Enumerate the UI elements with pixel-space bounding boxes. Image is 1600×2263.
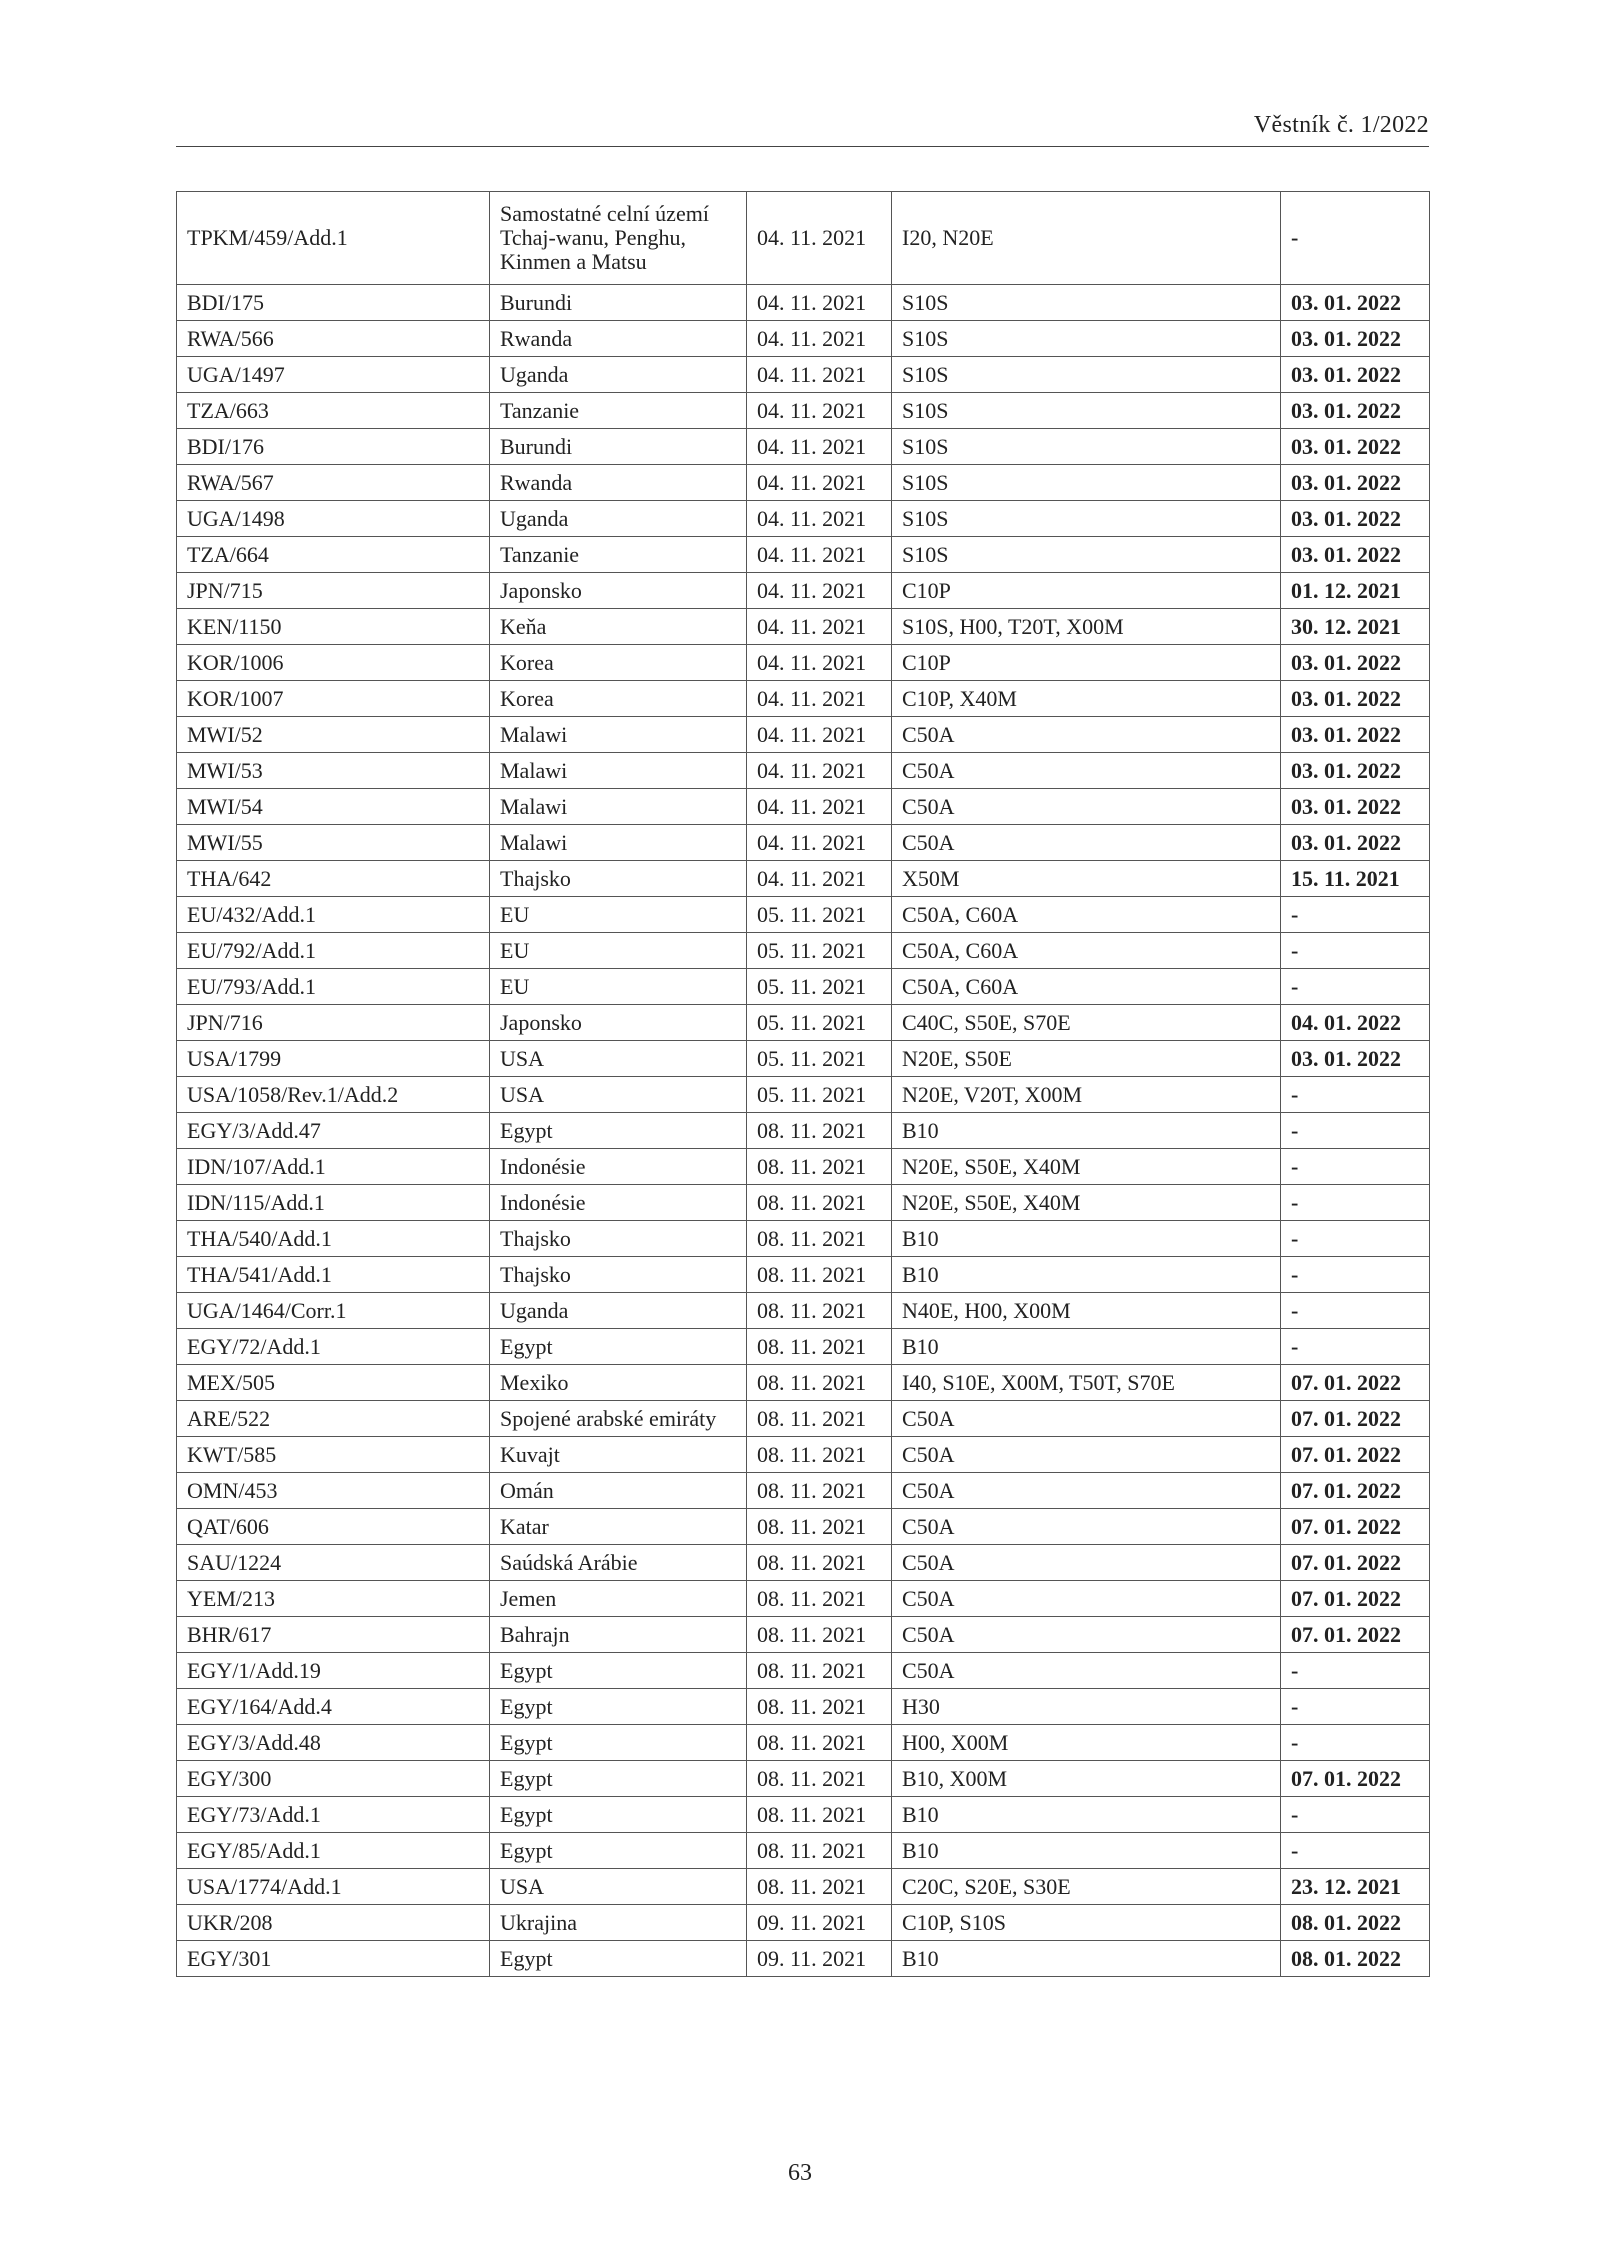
table-row	[177, 753, 1430, 789]
country-cell: USA	[490, 1869, 747, 1905]
table-row	[177, 321, 1430, 357]
document-symbol-cell: MWI/52	[177, 717, 490, 753]
document-symbol-cell: OMN/453	[177, 1473, 490, 1509]
deadline-cell: 03. 01. 2022	[1281, 789, 1430, 825]
date-cell: 08. 11. 2021	[747, 1221, 892, 1257]
document-symbol-cell: YEM/213	[177, 1581, 490, 1617]
codes-cell: C40C, S50E, S70E	[892, 1005, 1281, 1041]
codes-cell: C10P	[892, 573, 1281, 609]
table-row	[177, 429, 1430, 465]
date-cell: 04. 11. 2021	[747, 753, 892, 789]
deadline-cell: -	[1281, 1653, 1430, 1689]
document-symbol-cell: BDI/176	[177, 429, 490, 465]
date-cell: 04. 11. 2021	[747, 645, 892, 681]
deadline-cell: 03. 01. 2022	[1281, 753, 1430, 789]
country-cell: Malawi	[490, 789, 747, 825]
deadline-cell: -	[1281, 192, 1430, 285]
deadline-cell: 03. 01. 2022	[1281, 321, 1430, 357]
table-row	[177, 933, 1430, 969]
document-symbol-cell: EU/432/Add.1	[177, 897, 490, 933]
date-cell: 04. 11. 2021	[747, 192, 892, 285]
country-cell: Malawi	[490, 717, 747, 753]
codes-cell: C50A	[892, 1653, 1281, 1689]
deadline-cell: -	[1281, 1185, 1430, 1221]
document-symbol-cell: MWI/54	[177, 789, 490, 825]
codes-cell: C10P, X40M	[892, 681, 1281, 717]
deadline-cell: 03. 01. 2022	[1281, 429, 1430, 465]
country-cell: Egypt	[490, 1329, 747, 1365]
deadline-cell: 01. 12. 2021	[1281, 573, 1430, 609]
date-cell: 04. 11. 2021	[747, 357, 892, 393]
codes-cell: B10, X00M	[892, 1761, 1281, 1797]
country-cell: Indonésie	[490, 1149, 747, 1185]
codes-cell: S10S	[892, 321, 1281, 357]
country-cell: Burundi	[490, 285, 747, 321]
table-row	[177, 1149, 1430, 1185]
document-symbol-cell: IDN/115/Add.1	[177, 1185, 490, 1221]
document-symbol-cell: EGY/73/Add.1	[177, 1797, 490, 1833]
table-row	[177, 357, 1430, 393]
table-row	[177, 573, 1430, 609]
deadline-cell: 07. 01. 2022	[1281, 1437, 1430, 1473]
deadline-cell: 03. 01. 2022	[1281, 465, 1430, 501]
table-row	[177, 1221, 1430, 1257]
codes-cell: I20, N20E	[892, 192, 1281, 285]
table-row	[177, 1617, 1430, 1653]
document-symbol-cell: EGY/72/Add.1	[177, 1329, 490, 1365]
date-cell: 04. 11. 2021	[747, 789, 892, 825]
deadline-cell: -	[1281, 1833, 1430, 1869]
codes-cell: C50A, C60A	[892, 933, 1281, 969]
codes-cell: C20C, S20E, S30E	[892, 1869, 1281, 1905]
codes-cell: S10S	[892, 537, 1281, 573]
deadline-cell: -	[1281, 969, 1430, 1005]
table-row	[177, 1905, 1430, 1941]
document-symbol-cell: EGY/85/Add.1	[177, 1833, 490, 1869]
date-cell: 08. 11. 2021	[747, 1689, 892, 1725]
table-row	[177, 1257, 1430, 1293]
country-cell: Egypt	[490, 1833, 747, 1869]
document-symbol-cell: SAU/1224	[177, 1545, 490, 1581]
document-symbol-cell: IDN/107/Add.1	[177, 1149, 490, 1185]
table-row	[177, 789, 1430, 825]
table-body	[177, 192, 1430, 1977]
country-cell: Thajsko	[490, 1221, 747, 1257]
codes-cell: S10S	[892, 285, 1281, 321]
deadline-cell: 04. 01. 2022	[1281, 1005, 1430, 1041]
date-cell: 08. 11. 2021	[747, 1473, 892, 1509]
document-symbol-cell: MWI/55	[177, 825, 490, 861]
document-symbol-cell: THA/541/Add.1	[177, 1257, 490, 1293]
codes-cell: C10P	[892, 645, 1281, 681]
deadline-cell: -	[1281, 1257, 1430, 1293]
codes-cell: C50A	[892, 1473, 1281, 1509]
country-cell: Keňa	[490, 609, 747, 645]
table-row	[177, 1293, 1430, 1329]
country-cell: USA	[490, 1041, 747, 1077]
table-row	[177, 1401, 1430, 1437]
deadline-cell: -	[1281, 1797, 1430, 1833]
date-cell: 04. 11. 2021	[747, 501, 892, 537]
date-cell: 08. 11. 2021	[747, 1509, 892, 1545]
table-row	[177, 1437, 1430, 1473]
date-cell: 08. 11. 2021	[747, 1185, 892, 1221]
table-row	[177, 969, 1430, 1005]
country-cell: Egypt	[490, 1653, 747, 1689]
document-symbol-cell: JPN/715	[177, 573, 490, 609]
country-cell: Saúdská Arábie	[490, 1545, 747, 1581]
deadline-cell: 07. 01. 2022	[1281, 1509, 1430, 1545]
codes-cell: C50A	[892, 717, 1281, 753]
codes-cell: S10S	[892, 357, 1281, 393]
document-symbol-cell: RWA/566	[177, 321, 490, 357]
date-cell: 09. 11. 2021	[747, 1941, 892, 1977]
codes-cell: H00, X00M	[892, 1725, 1281, 1761]
deadline-cell: 30. 12. 2021	[1281, 609, 1430, 645]
date-cell: 04. 11. 2021	[747, 393, 892, 429]
date-cell: 04. 11. 2021	[747, 573, 892, 609]
table-row	[177, 192, 1430, 285]
deadline-cell: 07. 01. 2022	[1281, 1761, 1430, 1797]
deadline-cell: -	[1281, 1077, 1430, 1113]
deadline-cell: -	[1281, 1113, 1430, 1149]
document-symbol-cell: EU/793/Add.1	[177, 969, 490, 1005]
country-cell: Mexiko	[490, 1365, 747, 1401]
country-cell: Katar	[490, 1509, 747, 1545]
date-cell: 04. 11. 2021	[747, 717, 892, 753]
notifications-table	[176, 191, 1430, 1977]
country-cell: Korea	[490, 645, 747, 681]
date-cell: 08. 11. 2021	[747, 1653, 892, 1689]
country-cell: EU	[490, 897, 747, 933]
codes-cell: N20E, V20T, X00M	[892, 1077, 1281, 1113]
document-symbol-cell: USA/1058/Rev.1/Add.2	[177, 1077, 490, 1113]
country-cell: Egypt	[490, 1689, 747, 1725]
country-cell: Uganda	[490, 1293, 747, 1329]
deadline-cell: -	[1281, 1329, 1430, 1365]
date-cell: 08. 11. 2021	[747, 1617, 892, 1653]
document-symbol-cell: MEX/505	[177, 1365, 490, 1401]
document-symbol-cell: KWT/585	[177, 1437, 490, 1473]
document-symbol-cell: EGY/301	[177, 1941, 490, 1977]
codes-cell: C50A, C60A	[892, 897, 1281, 933]
codes-cell: C50A	[892, 1581, 1281, 1617]
date-cell: 04. 11. 2021	[747, 429, 892, 465]
document-symbol-cell: BDI/175	[177, 285, 490, 321]
country-cell: Uganda	[490, 501, 747, 537]
date-cell: 08. 11. 2021	[747, 1329, 892, 1365]
date-cell: 05. 11. 2021	[747, 1005, 892, 1041]
date-cell: 08. 11. 2021	[747, 1149, 892, 1185]
codes-cell: C50A	[892, 1509, 1281, 1545]
codes-cell: B10	[892, 1833, 1281, 1869]
document-symbol-cell: KOR/1007	[177, 681, 490, 717]
table-row	[177, 645, 1430, 681]
table-row	[177, 1365, 1430, 1401]
table-row	[177, 1329, 1430, 1365]
document-symbol-cell: UGA/1497	[177, 357, 490, 393]
date-cell: 08. 11. 2021	[747, 1869, 892, 1905]
country-cell: Egypt	[490, 1941, 747, 1977]
date-cell: 04. 11. 2021	[747, 465, 892, 501]
date-cell: 05. 11. 2021	[747, 1077, 892, 1113]
date-cell: 08. 11. 2021	[747, 1257, 892, 1293]
document-symbol-cell: TZA/664	[177, 537, 490, 573]
table-row	[177, 861, 1430, 897]
deadline-cell: 07. 01. 2022	[1281, 1401, 1430, 1437]
date-cell: 05. 11. 2021	[747, 1041, 892, 1077]
date-cell: 08. 11. 2021	[747, 1797, 892, 1833]
date-cell: 08. 11. 2021	[747, 1725, 892, 1761]
table-row	[177, 501, 1430, 537]
document-symbol-cell: EGY/1/Add.19	[177, 1653, 490, 1689]
table-row	[177, 1797, 1430, 1833]
table-row	[177, 1941, 1430, 1977]
deadline-cell: -	[1281, 1293, 1430, 1329]
deadline-cell: 03. 01. 2022	[1281, 681, 1430, 717]
table-row	[177, 1833, 1430, 1869]
date-cell: 09. 11. 2021	[747, 1905, 892, 1941]
codes-cell: B10	[892, 1113, 1281, 1149]
country-cell: Ukrajina	[490, 1905, 747, 1941]
country-cell: Kuvajt	[490, 1437, 747, 1473]
deadline-cell: 07. 01. 2022	[1281, 1617, 1430, 1653]
table-row	[177, 1689, 1430, 1725]
deadline-cell: -	[1281, 1149, 1430, 1185]
country-cell: Spojené arabské emiráty	[490, 1401, 747, 1437]
codes-cell: C50A	[892, 1545, 1281, 1581]
document-symbol-cell: TPKM/459/Add.1	[177, 192, 490, 285]
document-symbol-cell: MWI/53	[177, 753, 490, 789]
country-cell: Omán	[490, 1473, 747, 1509]
table-row	[177, 897, 1430, 933]
table-row	[177, 1041, 1430, 1077]
deadline-cell: 03. 01. 2022	[1281, 537, 1430, 573]
date-cell: 08. 11. 2021	[747, 1365, 892, 1401]
country-cell: Indonésie	[490, 1185, 747, 1221]
codes-cell: B10	[892, 1797, 1281, 1833]
table-row	[177, 1653, 1430, 1689]
country-cell: Egypt	[490, 1113, 747, 1149]
table-row	[177, 681, 1430, 717]
codes-cell: C50A	[892, 825, 1281, 861]
page-header	[176, 112, 1429, 147]
codes-cell: N20E, S50E, X40M	[892, 1149, 1281, 1185]
codes-cell: C50A	[892, 753, 1281, 789]
codes-cell: B10	[892, 1329, 1281, 1365]
country-cell: Japonsko	[490, 1005, 747, 1041]
document-symbol-cell: UGA/1498	[177, 501, 490, 537]
table-row	[177, 1581, 1430, 1617]
country-cell: EU	[490, 933, 747, 969]
country-cell: EU	[490, 969, 747, 1005]
table-row	[177, 1725, 1430, 1761]
document-symbol-cell: EU/792/Add.1	[177, 933, 490, 969]
table-row	[177, 1077, 1430, 1113]
deadline-cell: 03. 01. 2022	[1281, 717, 1430, 753]
country-cell: Rwanda	[490, 321, 747, 357]
deadline-cell: 15. 11. 2021	[1281, 861, 1430, 897]
date-cell: 08. 11. 2021	[747, 1545, 892, 1581]
deadline-cell: -	[1281, 1689, 1430, 1725]
table-row	[177, 1869, 1430, 1905]
deadline-cell: 07. 01. 2022	[1281, 1545, 1430, 1581]
country-cell: Burundi	[490, 429, 747, 465]
deadline-cell: 03. 01. 2022	[1281, 393, 1430, 429]
date-cell: 04. 11. 2021	[747, 681, 892, 717]
table-row	[177, 1113, 1430, 1149]
deadline-cell: 08. 01. 2022	[1281, 1905, 1430, 1941]
document-symbol-cell: EGY/164/Add.4	[177, 1689, 490, 1725]
deadline-cell: -	[1281, 1221, 1430, 1257]
codes-cell: S10S, H00, T20T, X00M	[892, 609, 1281, 645]
country-cell: Uganda	[490, 357, 747, 393]
country-cell: Jemen	[490, 1581, 747, 1617]
document-symbol-cell: RWA/567	[177, 465, 490, 501]
country-cell: Egypt	[490, 1725, 747, 1761]
deadline-cell: 03. 01. 2022	[1281, 285, 1430, 321]
document-symbol-cell: JPN/716	[177, 1005, 490, 1041]
deadline-cell: -	[1281, 933, 1430, 969]
codes-cell: S10S	[892, 393, 1281, 429]
deadline-cell: 03. 01. 2022	[1281, 825, 1430, 861]
codes-cell: S10S	[892, 501, 1281, 537]
country-cell: Thajsko	[490, 861, 747, 897]
deadline-cell: 03. 01. 2022	[1281, 501, 1430, 537]
codes-cell: C50A	[892, 1401, 1281, 1437]
date-cell: 04. 11. 2021	[747, 861, 892, 897]
date-cell: 08. 11. 2021	[747, 1833, 892, 1869]
document-symbol-cell: UKR/208	[177, 1905, 490, 1941]
document-symbol-cell: EGY/3/Add.47	[177, 1113, 490, 1149]
document-symbol-cell: BHR/617	[177, 1617, 490, 1653]
codes-cell: N20E, S50E, X40M	[892, 1185, 1281, 1221]
table-row	[177, 717, 1430, 753]
country-cell: Egypt	[490, 1797, 747, 1833]
document-symbol-cell: THA/642	[177, 861, 490, 897]
country-cell: Japonsko	[490, 573, 747, 609]
document-symbol-cell: KOR/1006	[177, 645, 490, 681]
date-cell: 08. 11. 2021	[747, 1401, 892, 1437]
deadline-cell: 08. 01. 2022	[1281, 1941, 1430, 1977]
codes-cell: S10S	[892, 429, 1281, 465]
codes-cell: X50M	[892, 861, 1281, 897]
deadline-cell: 07. 01. 2022	[1281, 1365, 1430, 1401]
country-cell: Tanzanie	[490, 537, 747, 573]
date-cell: 08. 11. 2021	[747, 1437, 892, 1473]
table-row	[177, 465, 1430, 501]
document-symbol-cell: KEN/1150	[177, 609, 490, 645]
country-cell: Korea	[490, 681, 747, 717]
document-symbol-cell: USA/1774/Add.1	[177, 1869, 490, 1905]
country-cell: Malawi	[490, 825, 747, 861]
document-symbol-cell: ARE/522	[177, 1401, 490, 1437]
document-symbol-cell: TZA/663	[177, 393, 490, 429]
document-symbol-cell: QAT/606	[177, 1509, 490, 1545]
date-cell: 08. 11. 2021	[747, 1761, 892, 1797]
codes-cell: C50A	[892, 1437, 1281, 1473]
date-cell: 04. 11. 2021	[747, 285, 892, 321]
table-row	[177, 1545, 1430, 1581]
table-row	[177, 1509, 1430, 1545]
codes-cell: B10	[892, 1221, 1281, 1257]
date-cell: 05. 11. 2021	[747, 933, 892, 969]
date-cell: 04. 11. 2021	[747, 825, 892, 861]
document-symbol-cell: USA/1799	[177, 1041, 490, 1077]
date-cell: 08. 11. 2021	[747, 1113, 892, 1149]
codes-cell: B10	[892, 1257, 1281, 1293]
codes-cell: C50A, C60A	[892, 969, 1281, 1005]
deadline-cell: 07. 01. 2022	[1281, 1473, 1430, 1509]
date-cell: 05. 11. 2021	[747, 969, 892, 1005]
codes-cell: C50A	[892, 1617, 1281, 1653]
table-row	[177, 537, 1430, 573]
codes-cell: N40E, H00, X00M	[892, 1293, 1281, 1329]
date-cell: 04. 11. 2021	[747, 321, 892, 357]
country-cell: Egypt	[490, 1761, 747, 1797]
country-cell: Samostatné celní území Tchaj-wanu, Penghu, Kinmen a Matsu	[490, 192, 747, 285]
country-cell: USA	[490, 1077, 747, 1113]
country-cell: Rwanda	[490, 465, 747, 501]
document-symbol-cell: EGY/3/Add.48	[177, 1725, 490, 1761]
date-cell: 08. 11. 2021	[747, 1581, 892, 1617]
deadline-cell: 03. 01. 2022	[1281, 357, 1430, 393]
date-cell: 04. 11. 2021	[747, 537, 892, 573]
deadline-cell: 23. 12. 2021	[1281, 1869, 1430, 1905]
deadline-cell: 03. 01. 2022	[1281, 645, 1430, 681]
date-cell: 05. 11. 2021	[747, 897, 892, 933]
codes-cell: C10P, S10S	[892, 1905, 1281, 1941]
table-row	[177, 1761, 1430, 1797]
document-symbol-cell: EGY/300	[177, 1761, 490, 1797]
document-symbol-cell: THA/540/Add.1	[177, 1221, 490, 1257]
bulletin-title: Věstník č. 1/2022	[1253, 112, 1429, 138]
table-row	[177, 825, 1430, 861]
date-cell: 08. 11. 2021	[747, 1293, 892, 1329]
deadline-cell: 03. 01. 2022	[1281, 1041, 1430, 1077]
country-cell: Bahrajn	[490, 1617, 747, 1653]
codes-cell: C50A	[892, 789, 1281, 825]
country-cell: Tanzanie	[490, 393, 747, 429]
date-cell: 04. 11. 2021	[747, 609, 892, 645]
deadline-cell: -	[1281, 897, 1430, 933]
codes-cell: B10	[892, 1941, 1281, 1977]
codes-cell: H30	[892, 1689, 1281, 1725]
codes-cell: I40, S10E, X00M, T50T, S70E	[892, 1365, 1281, 1401]
country-cell: Thajsko	[490, 1257, 747, 1293]
table-row	[177, 609, 1430, 645]
table-row	[177, 393, 1430, 429]
table-row	[177, 1185, 1430, 1221]
deadline-cell: 07. 01. 2022	[1281, 1581, 1430, 1617]
document-symbol-cell: UGA/1464/Corr.1	[177, 1293, 490, 1329]
table-row	[177, 285, 1430, 321]
table-row	[177, 1005, 1430, 1041]
country-cell: Malawi	[490, 753, 747, 789]
codes-cell: N20E, S50E	[892, 1041, 1281, 1077]
deadline-cell: -	[1281, 1725, 1430, 1761]
table-row	[177, 1473, 1430, 1509]
codes-cell: S10S	[892, 465, 1281, 501]
page-number: 63	[788, 2160, 812, 2186]
